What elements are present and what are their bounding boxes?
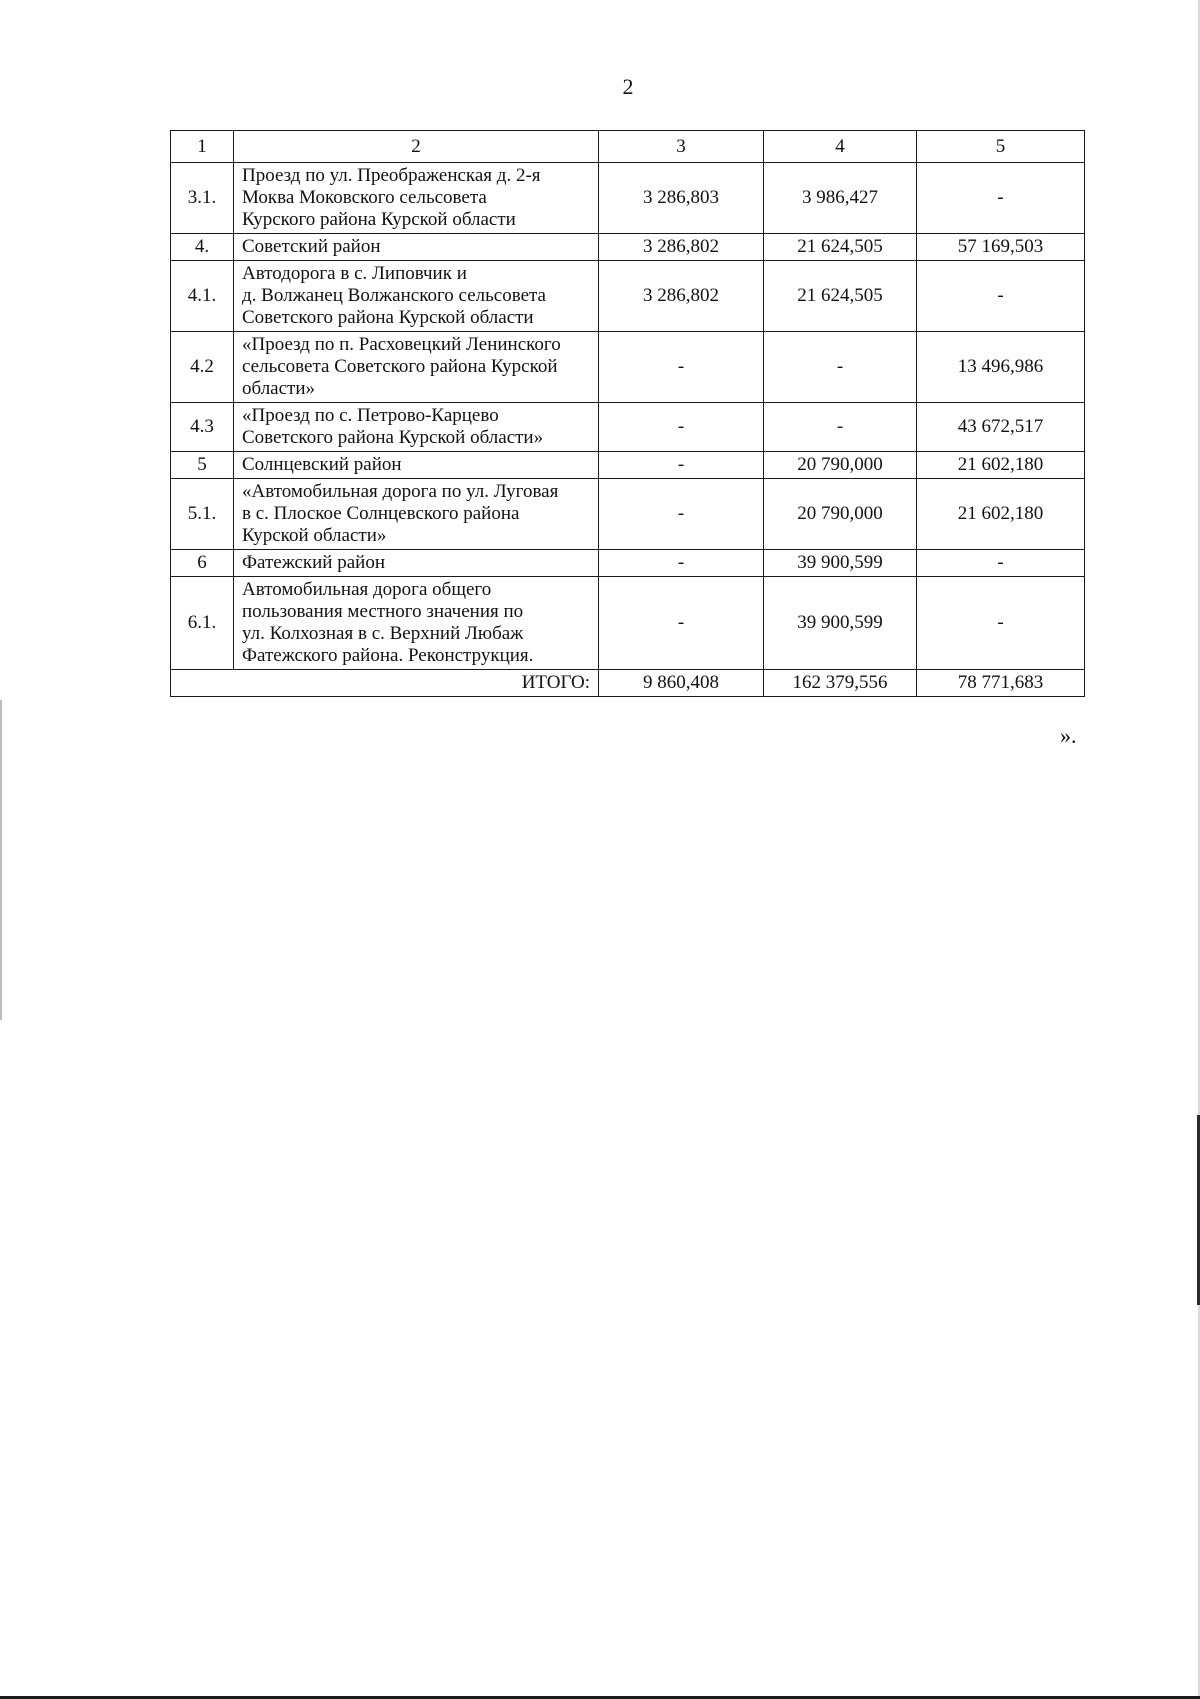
total-row [171, 670, 1085, 697]
object-name-line: Моква Моковского сельсовета [242, 187, 487, 208]
table-row [171, 332, 1085, 403]
value-col-5: - [917, 577, 1085, 670]
object-name-line: Советского района Курской области [242, 307, 534, 328]
table-row [171, 403, 1085, 452]
value-col-4: - [764, 403, 917, 452]
total-label: ИТОГО: [171, 670, 599, 697]
object-name [234, 332, 599, 403]
value-col-5: 21 602,180 [917, 452, 1085, 479]
value-col-4: 21 624,505 [764, 234, 917, 261]
value-col-5: - [917, 261, 1085, 332]
row-number: 5.1. [171, 479, 234, 550]
total-col-3: 9 860,408 [599, 670, 764, 697]
value-col-3: - [599, 403, 764, 452]
object-name [234, 261, 599, 332]
budget-table-body [171, 131, 1085, 697]
object-name-line: Проезд по ул. Преображенская д. 2-я [242, 165, 541, 186]
header-cell-4: 4 [764, 131, 917, 163]
object-name-line: Советского района Курской области» [242, 427, 544, 448]
value-col-3: - [599, 577, 764, 670]
closing-quote-mark: ». [1060, 723, 1077, 748]
value-col-3: 3 286,803 [599, 163, 764, 234]
object-name-line: ул. Колхозная в с. Верхний Любаж [242, 623, 524, 644]
table-row [171, 261, 1085, 332]
object-name-line: Курского района Курской области [242, 209, 516, 230]
header-cell-5: 5 [917, 131, 1085, 163]
row-number: 4.2 [171, 332, 234, 403]
value-col-4: 3 986,427 [764, 163, 917, 234]
value-col-5: 57 169,503 [917, 234, 1085, 261]
object-name-line: области» [242, 378, 316, 399]
value-col-3: - [599, 332, 764, 403]
value-col-4: 39 900,599 [764, 577, 917, 670]
value-col-5: - [917, 163, 1085, 234]
value-col-5: 21 602,180 [917, 479, 1085, 550]
object-name [234, 577, 599, 670]
table-row [171, 163, 1085, 234]
value-col-3: - [599, 452, 764, 479]
object-name-line: в с. Плоское Солнцевского района [242, 503, 520, 524]
object-name-line: Фатежского района. Реконструкция. [242, 645, 534, 666]
object-name [234, 234, 599, 261]
row-number: 3.1. [171, 163, 234, 234]
row-number: 6.1. [171, 577, 234, 670]
value-col-3: 3 286,802 [599, 261, 764, 332]
value-col-4: 21 624,505 [764, 261, 917, 332]
row-number: 5 [171, 452, 234, 479]
header-cell-1: 1 [171, 131, 234, 163]
object-name-line: Автодорога в с. Липовчик и [242, 263, 467, 284]
total-col-5: 78 771,683 [917, 670, 1085, 697]
object-name [234, 403, 599, 452]
row-number: 4.3 [171, 403, 234, 452]
row-number: 4. [171, 234, 234, 261]
object-name [234, 452, 599, 479]
value-col-3: - [599, 550, 764, 577]
scan-edge-left-mark [0, 700, 2, 1020]
header-cell-3: 3 [599, 131, 764, 163]
table-row [171, 452, 1085, 479]
object-name-line: Автомобильная дорога общего [242, 579, 492, 600]
row-number: 6 [171, 550, 234, 577]
value-col-4: 20 790,000 [764, 452, 917, 479]
total-col-4: 162 379,556 [764, 670, 917, 697]
value-col-5: 43 672,517 [917, 403, 1085, 452]
table-row [171, 577, 1085, 670]
table-header-row [171, 131, 1085, 163]
value-col-4: 39 900,599 [764, 550, 917, 577]
value-col-3: - [599, 479, 764, 550]
object-name-line: пользования местного значения по [242, 601, 524, 622]
row-number: 4.1. [171, 261, 234, 332]
table-row [171, 550, 1085, 577]
table-row [171, 479, 1085, 550]
value-col-4: - [764, 332, 917, 403]
header-cell-2: 2 [234, 131, 599, 163]
object-name-line: «Проезд по с. Петрово-Карцево [242, 405, 499, 426]
table-row [171, 234, 1085, 261]
object-name [234, 479, 599, 550]
object-name-line: «Автомобильная дорога по ул. Луговая [242, 481, 559, 502]
page-number: 2 [622, 74, 634, 99]
object-name-line: д. Волжанец Волжанского сельсовета [242, 285, 546, 306]
object-name [234, 163, 599, 234]
value-col-3: 3 286,802 [599, 234, 764, 261]
object-name-line: Солнцевский район [242, 454, 402, 475]
object-name-line: сельсовета Советского района Курской [242, 356, 558, 377]
object-name-line: Советский район [242, 236, 381, 257]
budget-table [170, 130, 1085, 697]
object-name-line: «Проезд по п. Расховецкий Ленинского [242, 334, 561, 355]
value-col-5: 13 496,986 [917, 332, 1085, 403]
object-name-line: Курской области» [242, 525, 387, 546]
value-col-5: - [917, 550, 1085, 577]
object-name-line: Фатежский район [242, 552, 385, 573]
object-name [234, 550, 599, 577]
value-col-4: 20 790,000 [764, 479, 917, 550]
